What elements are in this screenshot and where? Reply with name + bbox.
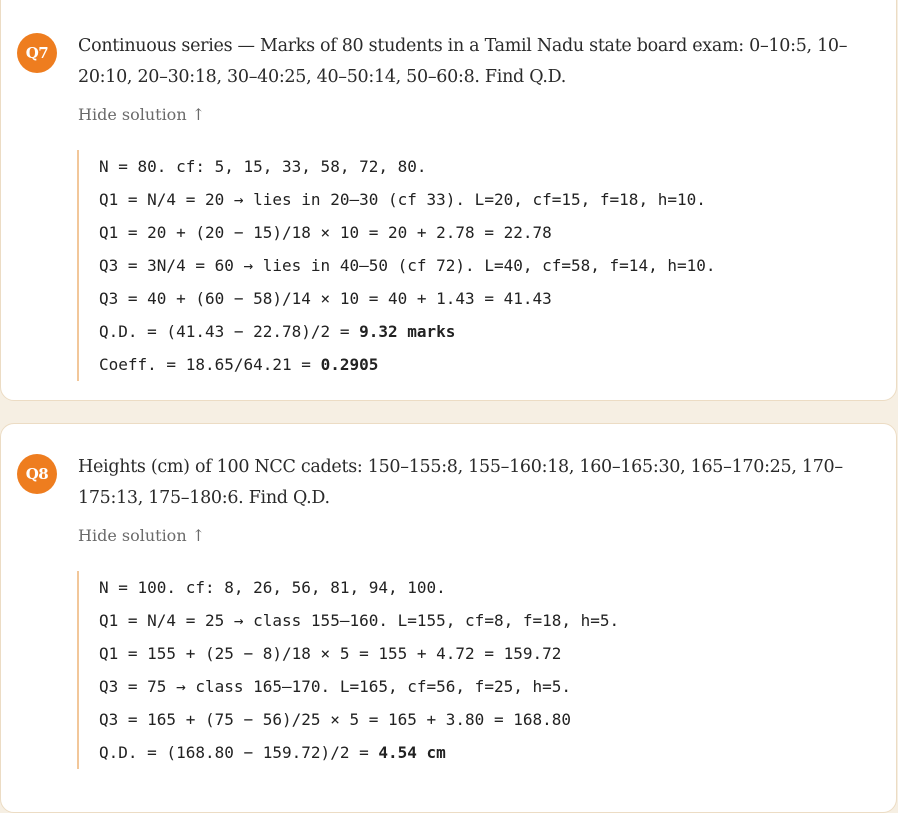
solution-line-text: Q.D. = (168.80 − 159.72)/2 = xyxy=(99,743,379,762)
solution-line-text: Q3 = 165 + (75 − 56)/25 × 5 = 165 + 3.80 = 168.80 xyxy=(99,710,572,729)
solution-line-text: Q1 = 20 + (20 − 15)/18 × 10 = 20 + 2.78 = 22.78 xyxy=(99,223,552,242)
question-card-q8 xyxy=(0,423,897,813)
solution-answer: 9.32 marks xyxy=(359,322,456,341)
solution-block xyxy=(77,571,619,769)
solution-line xyxy=(99,736,619,769)
question-text: Continuous series — Marks of 80 students in a Tamil Nadu state board exam: 0–10:5, 10–20:10, 20–30:18, 30–40:25, 40–50:14, 50–60:8. Find Q.D. xyxy=(78,36,848,87)
solution-line-text: Q3 = 3N/4 = 60 → lies in 40–50 (cf 72). L=40, cf=58, f=14, h=10. xyxy=(99,256,716,275)
solution-line xyxy=(99,216,716,249)
question-number-badge: Q7 xyxy=(17,33,57,73)
question-number-badge: Q8 xyxy=(17,454,57,494)
solution-line-text: Q1 = N/4 = 20 → lies in 20–30 (cf 33). L=20, cf=15, f=18, h=10. xyxy=(99,190,706,209)
solution-line xyxy=(99,150,716,183)
solution-line xyxy=(99,183,716,216)
hide-solution-toggle[interactable]: Hide solution ↑ xyxy=(78,526,206,545)
solution-line-text: Q3 = 75 → class 165–170. L=165, cf=56, f=25, h=5. xyxy=(99,677,572,696)
solution-line xyxy=(99,249,716,282)
solution-block xyxy=(77,150,716,381)
solution-line-text: N = 100. cf: 8, 26, 56, 81, 94, 100. xyxy=(99,578,446,597)
solution-line xyxy=(99,703,619,736)
solution-line-text: Q3 = 40 + (60 − 58)/14 × 10 = 40 + 1.43 = 41.43 xyxy=(99,289,552,308)
solution-line xyxy=(99,670,619,703)
solution-line xyxy=(99,315,716,348)
solution-line xyxy=(99,282,716,315)
solution-line-text: Q1 = N/4 = 25 → class 155–160. L=155, cf=8, f=18, h=5. xyxy=(99,611,620,630)
solution-line-text: Q1 = 155 + (25 − 8)/18 × 5 = 155 + 4.72 = 159.72 xyxy=(99,644,562,663)
solution-line xyxy=(99,348,716,381)
solution-answer: 4.54 cm xyxy=(378,743,446,762)
question-text: Heights (cm) of 100 NCC cadets: 150–155:8, 155–160:18, 160–165:30, 165–170:25, 170–175:13, 175–180:6. Find Q.D. xyxy=(78,457,843,508)
solution-line-text: Coeff. = 18.65/64.21 = xyxy=(99,355,321,374)
hide-solution-toggle[interactable]: Hide solution ↑ xyxy=(78,105,206,124)
solution-line xyxy=(99,571,619,604)
solution-line-text: N = 80. cf: 5, 15, 33, 58, 72, 80. xyxy=(99,157,427,176)
solution-line xyxy=(99,637,619,670)
question-card-q7 xyxy=(0,0,897,401)
solution-line-text: Q.D. = (41.43 − 22.78)/2 = xyxy=(99,322,360,341)
solution-answer: 0.2905 xyxy=(320,355,379,374)
solution-line xyxy=(99,604,619,637)
